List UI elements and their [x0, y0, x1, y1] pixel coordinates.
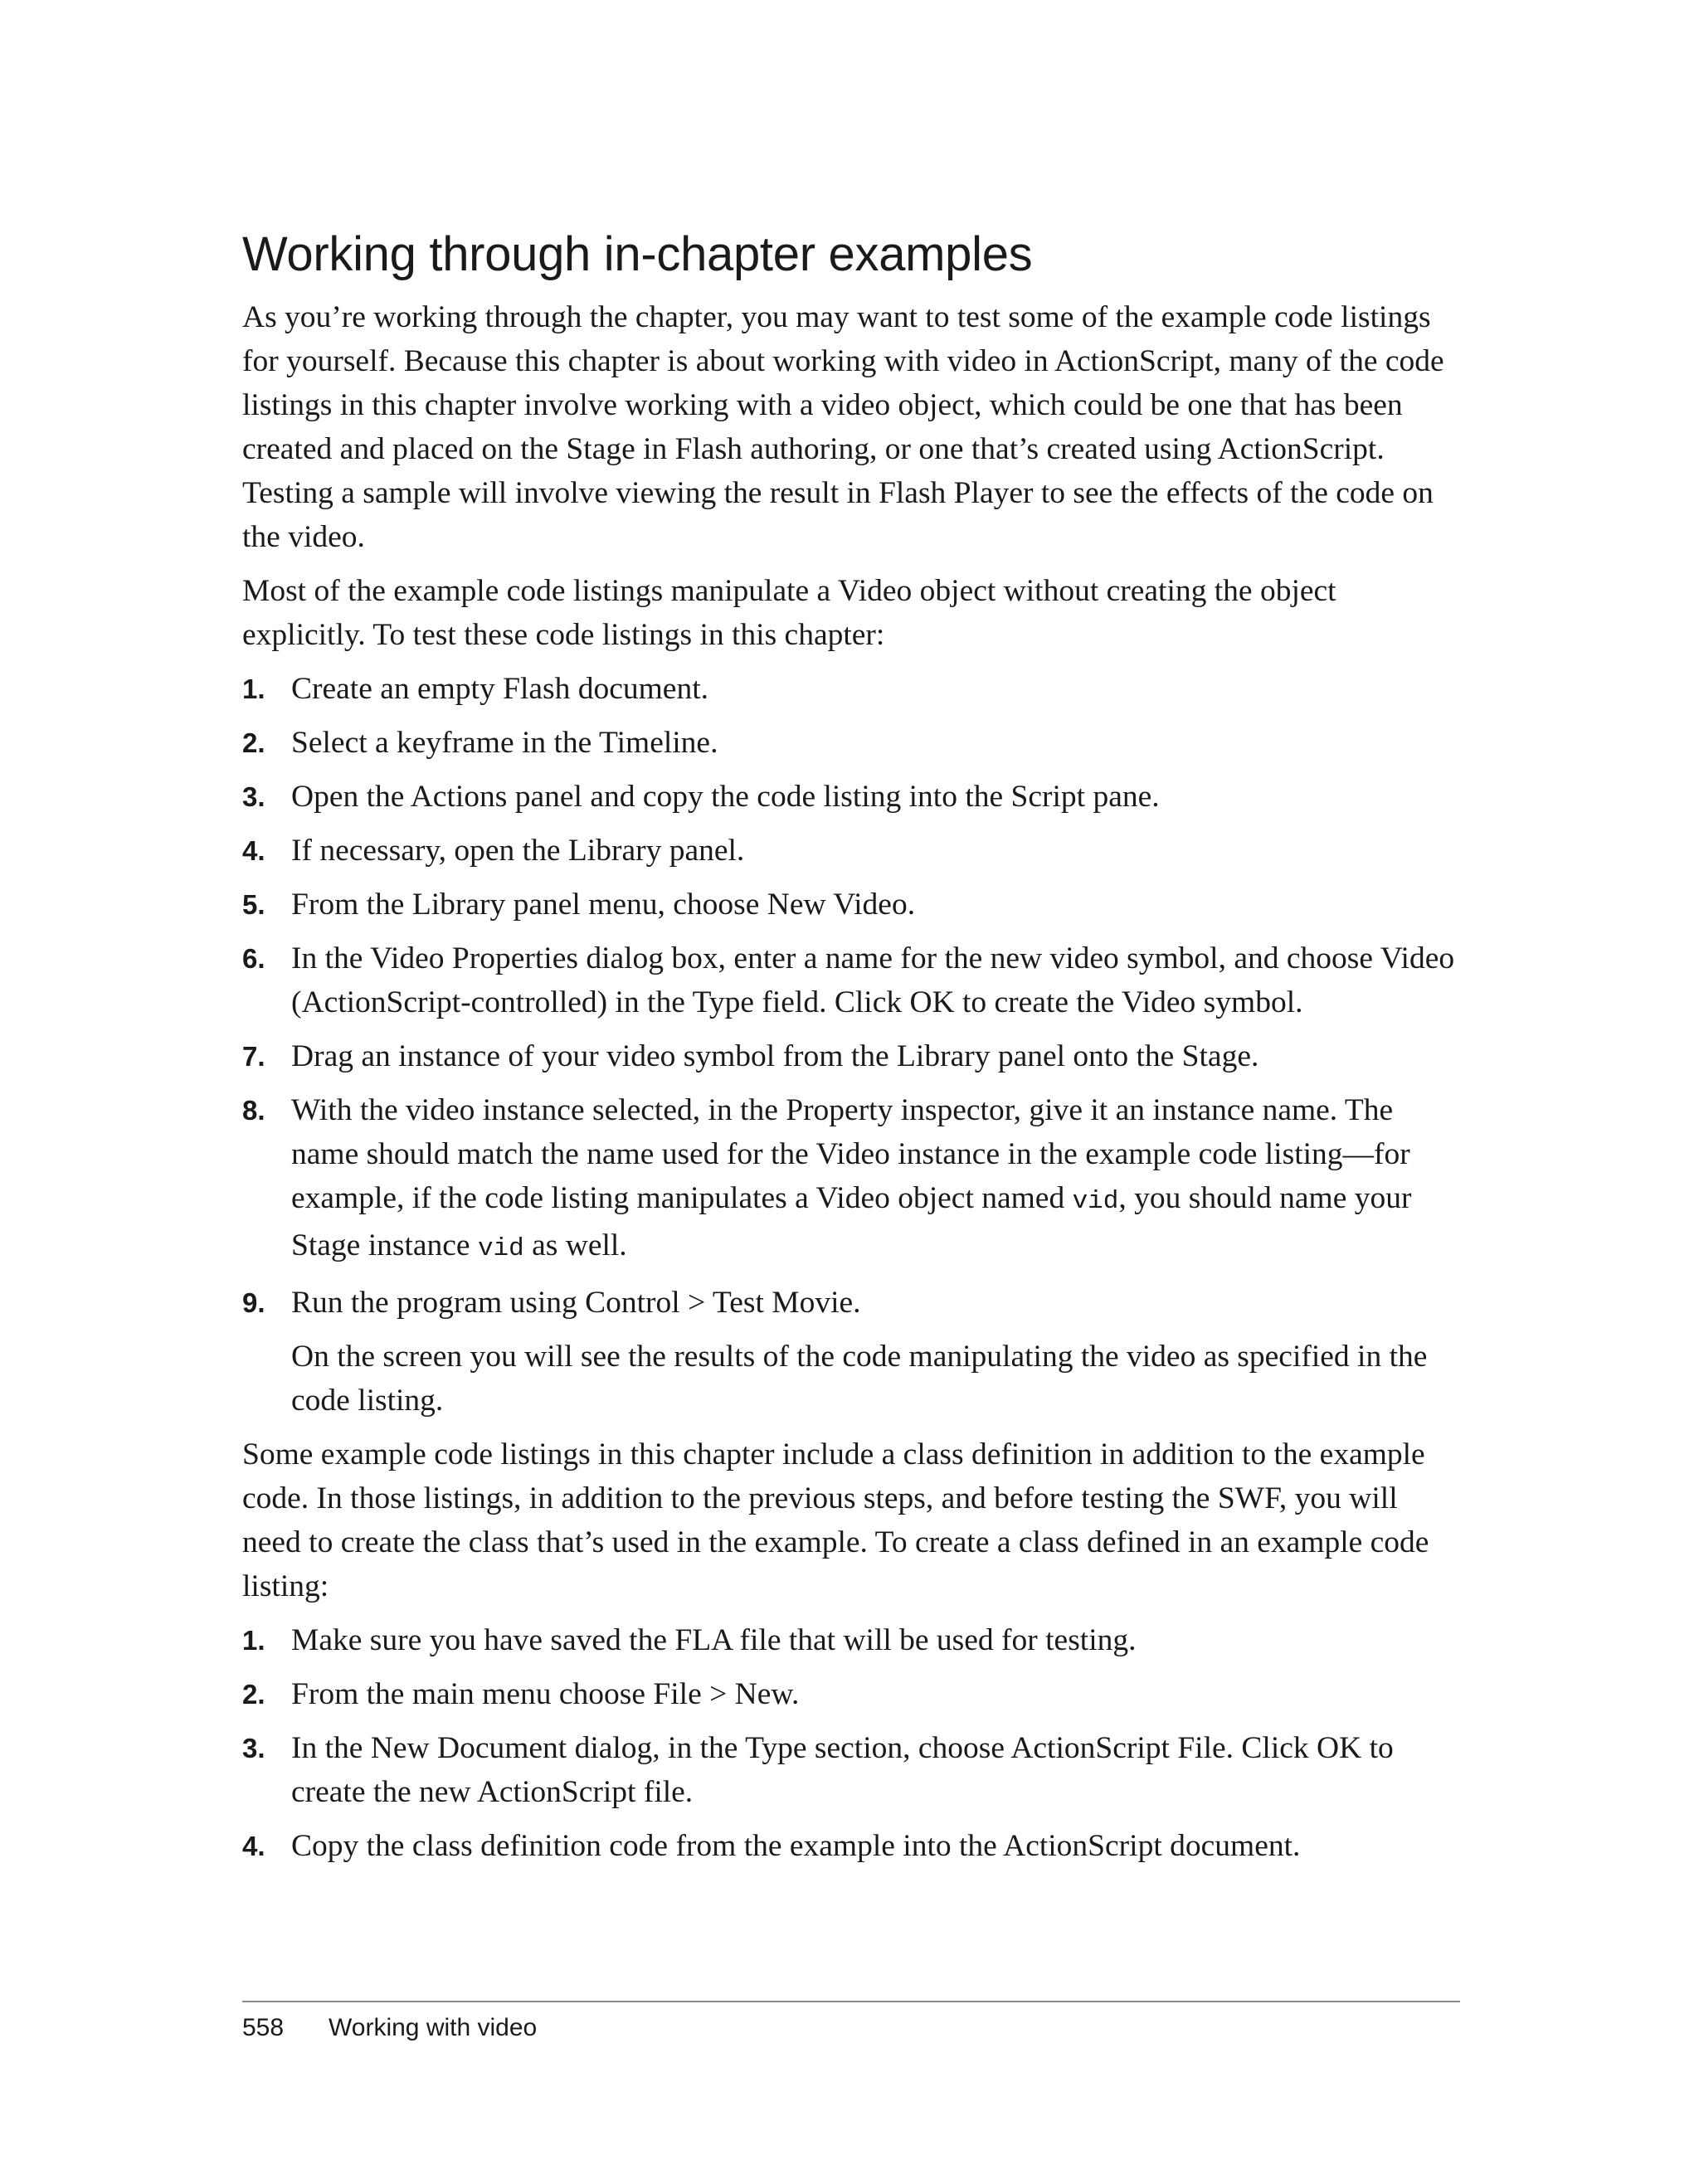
step-number: 4.: [242, 835, 265, 866]
step-number: 1.: [242, 1625, 265, 1656]
step-text-part: With the video instance selected, in the Property inspector, give it an instance name. The name should match the name used for the Video instance in the example code listing—for example, if the code listing manipulates a Video object named: [291, 1093, 1410, 1215]
step-item: [242, 829, 1460, 873]
step-item: [242, 1281, 1460, 1423]
step-text: Run the program using Control > Test Movie.: [291, 1286, 861, 1320]
step-number: 3.: [242, 781, 265, 812]
step-item: [242, 1824, 1460, 1868]
page-number: 558: [242, 2014, 285, 2041]
step-item: [242, 1034, 1460, 1078]
steps-list-video: [242, 667, 1460, 1423]
step-text: In the New Document dialog, in the Type section, choose ActionScript File. Click OK to create the new ActionScript file.: [291, 1731, 1394, 1809]
step-item: [242, 1088, 1460, 1271]
step-item: [242, 775, 1460, 819]
step-note: On the screen you will see the results of the code manipulating the video as specified in the code listing.: [291, 1340, 1428, 1418]
inline-code: vid: [477, 1234, 524, 1263]
step-text: Select a keyframe in the Timeline.: [291, 726, 718, 760]
step-text: Copy the class definition code from the example into the ActionScript document.: [291, 1829, 1301, 1863]
step-text: From the Library panel menu, choose New Video.: [291, 888, 916, 922]
step-item: [242, 1618, 1460, 1662]
step-text: Open the Actions panel and copy the code listing into the Script pane.: [291, 780, 1160, 814]
chapter-title: Working with video: [329, 2014, 538, 2041]
step-text: Drag an instance of your video symbol from the Library panel onto the Stage.: [291, 1039, 1259, 1073]
step-text-part: as well.: [523, 1228, 627, 1262]
step-number: 9.: [242, 1287, 265, 1318]
step-text: Make sure you have saved the FLA file that will be used for testing.: [291, 1623, 1137, 1657]
middle-paragraph: Some example code listings in this chapter include a class definition in addition to the example code. In those listings, in addition to the previous steps, and before testing the SWF, you will need to create the class that’s used in the example. To create a class defined in an example code listing:: [242, 1437, 1429, 1603]
step-text: In the Video Properties dialog box, enter a name for the new video symbol, and choose Video (ActionScript-controlled) in the Type field. Click OK to create the Video symbol.: [291, 941, 1455, 1019]
step-number: 6.: [242, 943, 265, 974]
step-number: 5.: [242, 889, 265, 920]
step-number: 4.: [242, 1831, 265, 1861]
inline-code: vid: [1072, 1187, 1119, 1216]
step-item: [242, 936, 1460, 1024]
step-number: 8.: [242, 1095, 265, 1126]
step-text-part: , you should name your Stage instance: [291, 1181, 1412, 1262]
step-number: 2.: [242, 1679, 265, 1710]
step-item: [242, 1672, 1460, 1716]
step-number: 3.: [242, 1733, 265, 1763]
step-item: [242, 883, 1460, 927]
step-item: [242, 667, 1460, 711]
step-number: 1.: [242, 674, 265, 704]
step-item: [242, 1726, 1460, 1814]
step-number: 2.: [242, 727, 265, 758]
step-text: From the main menu choose File > New.: [291, 1677, 800, 1711]
step-text: [291, 1093, 1411, 1262]
steps-list-class: [242, 1618, 1460, 1868]
step-text: If necessary, open the Library panel.: [291, 834, 745, 868]
step-number: 7.: [242, 1041, 265, 1072]
page-content: [242, 226, 1460, 1878]
intro-paragraph-2: Most of the example code listings manipulate a Video object without creating the object explicitly. To test these code listings in this chapter:: [242, 574, 1336, 652]
step-text: Create an empty Flash document.: [291, 672, 708, 706]
page-footer: [242, 2001, 1460, 2042]
intro-paragraph-1: As you’re working through the chapter, you may want to test some of the example code listings for yourself. Because this chapter is about working with video in ActionScript, many of the code listings in this chapter involve working with a video object, which could be one that has been created and placed on the Stage in Flash authoring, or one that’s created using ActionScript. Testing a sample will involve viewing the result in Flash Player to see the effects of the code on the video.: [242, 300, 1444, 554]
section-heading: Working through in-chapter examples: [242, 227, 1033, 281]
step-item: [242, 721, 1460, 765]
